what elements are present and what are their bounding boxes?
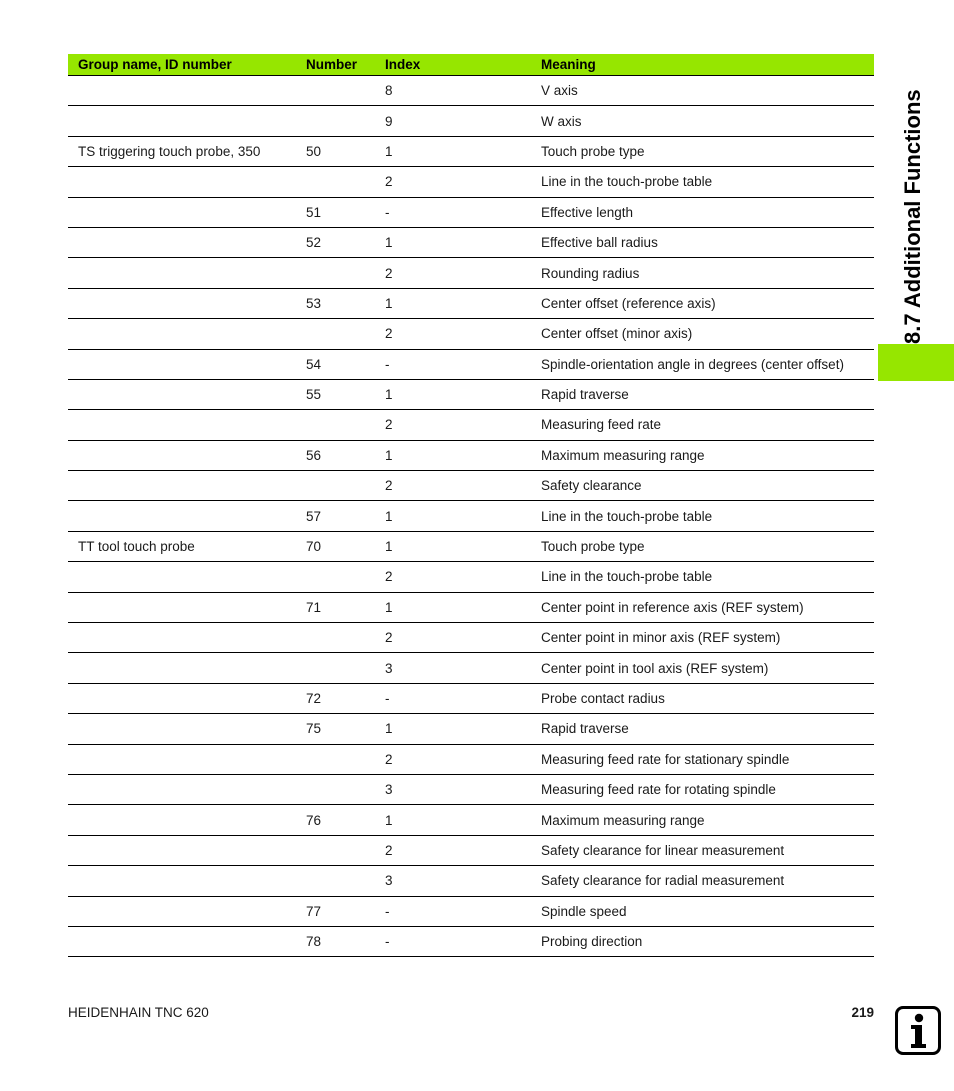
- cell-group-name: [68, 562, 306, 592]
- table-row: [68, 866, 874, 896]
- table-row: [68, 805, 874, 835]
- table-row: [68, 288, 874, 318]
- cell-index: 2: [385, 319, 531, 349]
- cell-number: 75: [306, 714, 385, 744]
- cell-group-name: [68, 76, 306, 106]
- cell-number: 78: [306, 926, 385, 956]
- cell-group-name: [68, 896, 306, 926]
- cell-index: -: [385, 683, 531, 713]
- cell-group-name: [68, 167, 306, 197]
- cell-index: 2: [385, 167, 531, 197]
- cell-meaning: Touch probe type: [531, 531, 874, 561]
- cell-group-name: [68, 349, 306, 379]
- cell-number: [306, 774, 385, 804]
- cell-group-name: [68, 623, 306, 653]
- cell-group-name: [68, 288, 306, 318]
- cell-number: 56: [306, 440, 385, 470]
- cell-number: 72: [306, 683, 385, 713]
- cell-group-name: [68, 379, 306, 409]
- cell-group-name: [68, 440, 306, 470]
- table-row: [68, 379, 874, 409]
- cell-group-name: [68, 258, 306, 288]
- cell-index: 2: [385, 258, 531, 288]
- cell-group-name: [68, 227, 306, 257]
- table-row: [68, 410, 874, 440]
- cell-meaning: Center point in reference axis (REF system): [531, 592, 874, 622]
- cell-meaning: Effective ball radius: [531, 227, 874, 257]
- cell-meaning: Effective length: [531, 197, 874, 227]
- table-row: [68, 319, 874, 349]
- cell-index: 8: [385, 76, 531, 106]
- table-body: [68, 76, 874, 957]
- footer-product-name: HEIDENHAIN TNC 620: [68, 1005, 209, 1020]
- cell-group-name: [68, 805, 306, 835]
- cell-index: 1: [385, 379, 531, 409]
- table-row: [68, 744, 874, 774]
- chapter-side-title: [878, 0, 954, 344]
- cell-meaning: Rapid traverse: [531, 379, 874, 409]
- cell-index: 1: [385, 531, 531, 561]
- cell-meaning: V axis: [531, 76, 874, 106]
- cell-number: [306, 76, 385, 106]
- cell-index: 3: [385, 653, 531, 683]
- table-row: [68, 227, 874, 257]
- cell-number: 51: [306, 197, 385, 227]
- info-icon: [895, 1006, 941, 1055]
- cell-group-name: [68, 653, 306, 683]
- cell-number: 70: [306, 531, 385, 561]
- cell-index: 2: [385, 562, 531, 592]
- cell-meaning: Maximum measuring range: [531, 440, 874, 470]
- table-row: [68, 592, 874, 622]
- cell-number: [306, 653, 385, 683]
- table-row: [68, 531, 874, 561]
- table-row: [68, 258, 874, 288]
- cell-index: 1: [385, 592, 531, 622]
- cell-index: -: [385, 926, 531, 956]
- cell-number: 71: [306, 592, 385, 622]
- cell-index: 2: [385, 744, 531, 774]
- header-number: Number: [306, 54, 385, 76]
- table-row: [68, 896, 874, 926]
- chapter-tab-marker: [878, 344, 954, 381]
- cell-number: 77: [306, 896, 385, 926]
- cell-group-name: [68, 106, 306, 136]
- cell-meaning: Line in the touch-probe table: [531, 501, 874, 531]
- cell-number: [306, 623, 385, 653]
- cell-meaning: Measuring feed rate for rotating spindle: [531, 774, 874, 804]
- cell-index: -: [385, 349, 531, 379]
- page-number: 219: [851, 1005, 874, 1020]
- cell-index: 1: [385, 227, 531, 257]
- cell-number: [306, 471, 385, 501]
- cell-number: [306, 562, 385, 592]
- table-row: [68, 106, 874, 136]
- cell-meaning: Safety clearance for linear measurement: [531, 835, 874, 865]
- table-row: [68, 197, 874, 227]
- cell-index: 2: [385, 835, 531, 865]
- cell-group-name: TT tool touch probe: [68, 531, 306, 561]
- cell-group-name: [68, 471, 306, 501]
- cell-number: [306, 106, 385, 136]
- cell-index: 3: [385, 866, 531, 896]
- cell-meaning: Probe contact radius: [531, 683, 874, 713]
- table-row: [68, 440, 874, 470]
- table-row: [68, 562, 874, 592]
- cell-meaning: Touch probe type: [531, 136, 874, 166]
- cell-meaning: Center offset (minor axis): [531, 319, 874, 349]
- cell-number: [306, 835, 385, 865]
- header-group-name: Group name, ID number: [68, 54, 306, 76]
- table-row: [68, 926, 874, 956]
- cell-index: 1: [385, 136, 531, 166]
- cell-group-name: TS triggering touch probe, 350: [68, 136, 306, 166]
- cell-index: 1: [385, 288, 531, 318]
- cell-meaning: Rapid traverse: [531, 714, 874, 744]
- table-row: [68, 501, 874, 531]
- cell-group-name: [68, 592, 306, 622]
- table-row: [68, 623, 874, 653]
- cell-group-name: [68, 774, 306, 804]
- header-index: Index: [385, 54, 531, 76]
- cell-index: 2: [385, 623, 531, 653]
- cell-group-name: [68, 744, 306, 774]
- cell-group-name: [68, 835, 306, 865]
- cell-index: 1: [385, 440, 531, 470]
- cell-index: 1: [385, 714, 531, 744]
- cell-number: [306, 319, 385, 349]
- cell-index: 2: [385, 471, 531, 501]
- table-row: [68, 774, 874, 804]
- cell-index: 1: [385, 501, 531, 531]
- cell-meaning: Spindle-orientation angle in degrees (center offset): [531, 349, 874, 379]
- cell-meaning: Center offset (reference axis): [531, 288, 874, 318]
- cell-number: 52: [306, 227, 385, 257]
- cell-number: 76: [306, 805, 385, 835]
- cell-index: 2: [385, 410, 531, 440]
- cell-index: -: [385, 896, 531, 926]
- cell-index: -: [385, 197, 531, 227]
- cell-meaning: Line in the touch-probe table: [531, 562, 874, 592]
- info-glyph: [898, 1009, 938, 1052]
- cell-number: 55: [306, 379, 385, 409]
- table-row: [68, 471, 874, 501]
- table-row: [68, 167, 874, 197]
- cell-group-name: [68, 866, 306, 896]
- cell-meaning: W axis: [531, 106, 874, 136]
- cell-meaning: Measuring feed rate: [531, 410, 874, 440]
- header-meaning: Meaning: [531, 54, 874, 76]
- cell-index: 1: [385, 805, 531, 835]
- cell-index: 9: [385, 106, 531, 136]
- cell-group-name: [68, 319, 306, 349]
- table-row: [68, 76, 874, 106]
- cell-number: [306, 410, 385, 440]
- cell-group-name: [68, 197, 306, 227]
- table-row: [68, 835, 874, 865]
- table-row: [68, 136, 874, 166]
- cell-meaning: Maximum measuring range: [531, 805, 874, 835]
- table-row: [68, 349, 874, 379]
- cell-number: 50: [306, 136, 385, 166]
- cell-meaning: Line in the touch-probe table: [531, 167, 874, 197]
- cell-number: [306, 167, 385, 197]
- cell-number: [306, 866, 385, 896]
- table-row: [68, 683, 874, 713]
- cell-group-name: [68, 501, 306, 531]
- cell-meaning: Safety clearance: [531, 471, 874, 501]
- cell-meaning: Safety clearance for radial measurement: [531, 866, 874, 896]
- cell-meaning: Center point in minor axis (REF system): [531, 623, 874, 653]
- cell-meaning: Center point in tool axis (REF system): [531, 653, 874, 683]
- cell-group-name: [68, 410, 306, 440]
- cell-number: [306, 258, 385, 288]
- cell-number: [306, 744, 385, 774]
- cell-number: 57: [306, 501, 385, 531]
- cell-index: 3: [385, 774, 531, 804]
- cell-group-name: [68, 714, 306, 744]
- cell-number: 53: [306, 288, 385, 318]
- cell-group-name: [68, 683, 306, 713]
- table-header-row: [68, 54, 874, 76]
- table-row: [68, 653, 874, 683]
- cell-meaning: Spindle speed: [531, 896, 874, 926]
- cell-number: 54: [306, 349, 385, 379]
- chapter-title-text: 8.7 Additional Functions: [900, 89, 925, 344]
- table-row: [68, 714, 874, 744]
- parameter-table: [68, 54, 874, 957]
- cell-meaning: Probing direction: [531, 926, 874, 956]
- cell-meaning: Measuring feed rate for stationary spindle: [531, 744, 874, 774]
- cell-group-name: [68, 926, 306, 956]
- cell-meaning: Rounding radius: [531, 258, 874, 288]
